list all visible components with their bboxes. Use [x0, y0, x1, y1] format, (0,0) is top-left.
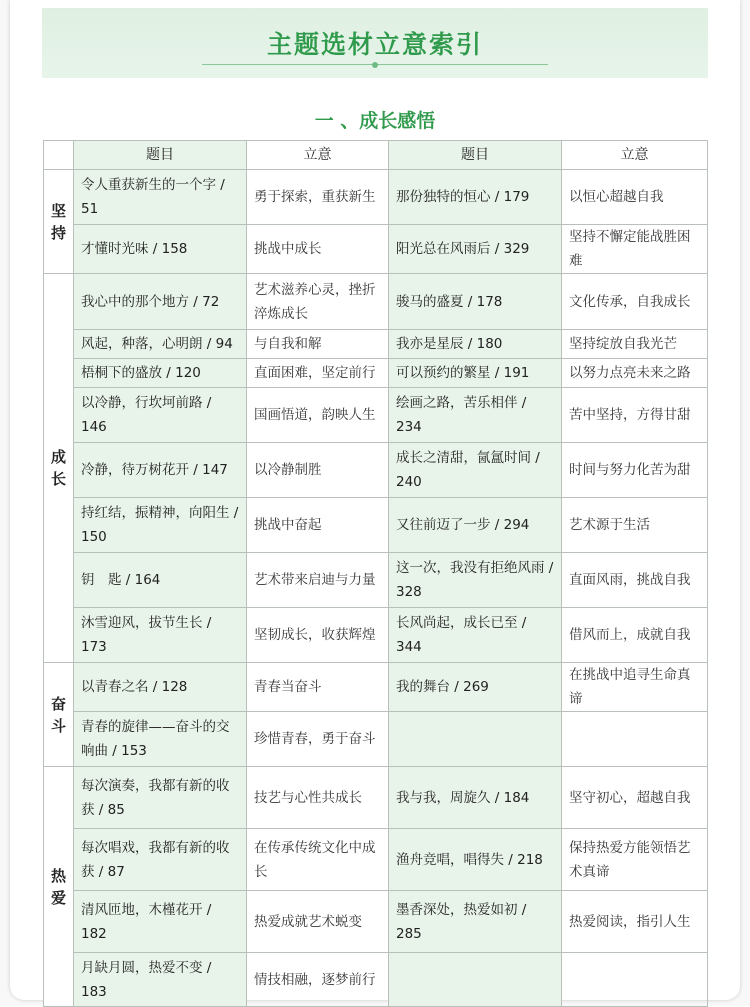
theme-cell: 坚韧成长，收获辉煌	[247, 608, 389, 663]
page-title: 主题选材立意索引	[266, 30, 483, 59]
theme-cell: 以努力点亮未来之路	[562, 359, 708, 388]
theme-cell: 借风而上，成就自我	[562, 608, 708, 663]
title-cell: 以青春之名 / 128	[74, 663, 247, 712]
theme-cell: 直面困难，坚定前行	[247, 359, 389, 388]
title-cell: 风起，种落，心明朗 / 94	[74, 330, 247, 359]
theme-cell: 以恒心超越自我	[562, 170, 708, 225]
theme-cell: 在挑战中追寻生命真谛	[562, 663, 708, 712]
title-cell: 持红结，振精神，向阳生 / 150	[74, 498, 247, 553]
theme-cell: 国画悟道，韵映人生	[247, 388, 389, 443]
title-cell: 令人重获新生的一个字 / 51	[74, 170, 247, 225]
title-cell	[389, 712, 562, 767]
column-header-theme: 立意	[247, 141, 389, 170]
title-cell: 可以预约的繁星 / 191	[389, 359, 562, 388]
title-cell: 以冷静，行坎坷前路 / 146	[74, 388, 247, 443]
table-header-row	[44, 141, 708, 170]
table-row	[44, 608, 708, 663]
header-corner	[44, 141, 74, 170]
theme-cell: 技艺与心性共成长	[247, 767, 389, 829]
title-cell: 清风匝地，木槿花开 / 182	[74, 891, 247, 953]
title-cell: 这一次，我没有拒绝风雨 / 328	[389, 553, 562, 608]
table-body	[44, 170, 708, 1007]
title-cell: 我与我，周旋久 / 184	[389, 767, 562, 829]
table-row	[44, 767, 708, 829]
theme-cell: 艺术带来启迪与力量	[247, 553, 389, 608]
column-header-title: 题目	[74, 141, 247, 170]
theme-cell: 苦中坚持，方得甘甜	[562, 388, 708, 443]
theme-cell: 艺术源于生活	[562, 498, 708, 553]
title-cell: 梧桐下的盛放 / 120	[74, 359, 247, 388]
title-cell: 那份独特的恒心 / 179	[389, 170, 562, 225]
category-label: 热爱	[51, 866, 67, 907]
table-row	[44, 170, 708, 225]
theme-cell: 珍惜青春，勇于奋斗	[247, 712, 389, 767]
theme-cell	[562, 712, 708, 767]
title-cell: 每次唱戏，我都有新的收获 / 87	[74, 829, 247, 891]
title-cell: 钥 匙 / 164	[74, 553, 247, 608]
theme-cell: 热爱阅读，指引人生	[562, 891, 708, 953]
theme-cell: 坚持不懈定能战胜困难	[562, 225, 708, 274]
category-label: 奋斗	[51, 694, 67, 735]
theme-cell: 坚持绽放自我光芒	[562, 330, 708, 359]
theme-cell: 以冷静制胜	[247, 443, 389, 498]
category-cell	[44, 170, 74, 274]
theme-cell: 情技相融，逐梦前行	[247, 953, 389, 1007]
column-header-title: 题目	[389, 141, 562, 170]
column-header-theme: 立意	[562, 141, 708, 170]
index-table	[43, 140, 708, 1007]
theme-cell: 文化传承，自我成长	[562, 274, 708, 330]
category-cell	[44, 274, 74, 663]
theme-cell: 挑战中成长	[247, 225, 389, 274]
title-cell: 阳光总在风雨后 / 329	[389, 225, 562, 274]
category-label: 成长	[51, 448, 67, 488]
title-cell: 骏马的盛夏 / 178	[389, 274, 562, 330]
theme-cell: 挑战中奋起	[247, 498, 389, 553]
theme-cell	[562, 953, 708, 1007]
category-cell	[44, 663, 74, 767]
table-row	[44, 274, 708, 330]
table-row	[44, 498, 708, 553]
category-cell	[44, 767, 74, 1007]
theme-cell: 直面风雨，挑战自我	[562, 553, 708, 608]
title-cell: 月缺月圆，热爱不变 / 183	[74, 953, 247, 1007]
theme-cell: 艺术滋养心灵，挫折淬炼成长	[247, 274, 389, 330]
table-row	[44, 225, 708, 274]
title-cell: 又往前迈了一步 / 294	[389, 498, 562, 553]
title-cell: 绘画之路，苦乐相伴 / 234	[389, 388, 562, 443]
table-row	[44, 891, 708, 953]
title-cell: 才懂时光味 / 158	[74, 225, 247, 274]
title-cell: 我心中的那个地方 / 72	[74, 274, 247, 330]
title-cell: 我亦是星辰 / 180	[389, 330, 562, 359]
theme-cell: 在传承传统文化中成长	[247, 829, 389, 891]
title-cell: 青春的旋律——奋斗的交响曲 / 153	[74, 712, 247, 767]
title-cell: 我的舞台 / 269	[389, 663, 562, 712]
theme-cell: 保持热爱方能领悟艺术真谛	[562, 829, 708, 891]
table-row	[44, 330, 708, 359]
theme-cell: 青春当奋斗	[247, 663, 389, 712]
table-row	[44, 829, 708, 891]
theme-cell: 热爱成就艺术蜕变	[247, 891, 389, 953]
theme-cell: 坚守初心，超越自我	[562, 767, 708, 829]
theme-cell: 勇于探索，重获新生	[247, 170, 389, 225]
title-cell: 墨香深处，热爱如初 / 285	[389, 891, 562, 953]
title-cell: 冷静，待万树花开 / 147	[74, 443, 247, 498]
page-header	[42, 8, 708, 78]
table-row	[44, 388, 708, 443]
category-label: 坚持	[51, 201, 67, 242]
theme-cell: 时间与努力化苦为甜	[562, 443, 708, 498]
title-cell	[389, 953, 562, 1007]
table-row	[44, 953, 708, 1007]
table-row	[44, 712, 708, 767]
table-row	[44, 443, 708, 498]
header-dot	[372, 62, 378, 68]
table-row	[44, 553, 708, 608]
title-cell: 每次演奏，我都有新的收获 / 85	[74, 767, 247, 829]
title-cell: 渔舟竞唱，唱得失 / 218	[389, 829, 562, 891]
title-cell: 长风尚起，成长已至 / 344	[389, 608, 562, 663]
table-row	[44, 663, 708, 712]
theme-cell: 与自我和解	[247, 330, 389, 359]
title-cell: 沐雪迎风，拔节生长 / 173	[74, 608, 247, 663]
section-title: 一 、成长感悟	[314, 110, 436, 132]
table-row	[44, 359, 708, 388]
title-cell: 成长之清甜，氤氲时间 / 240	[389, 443, 562, 498]
